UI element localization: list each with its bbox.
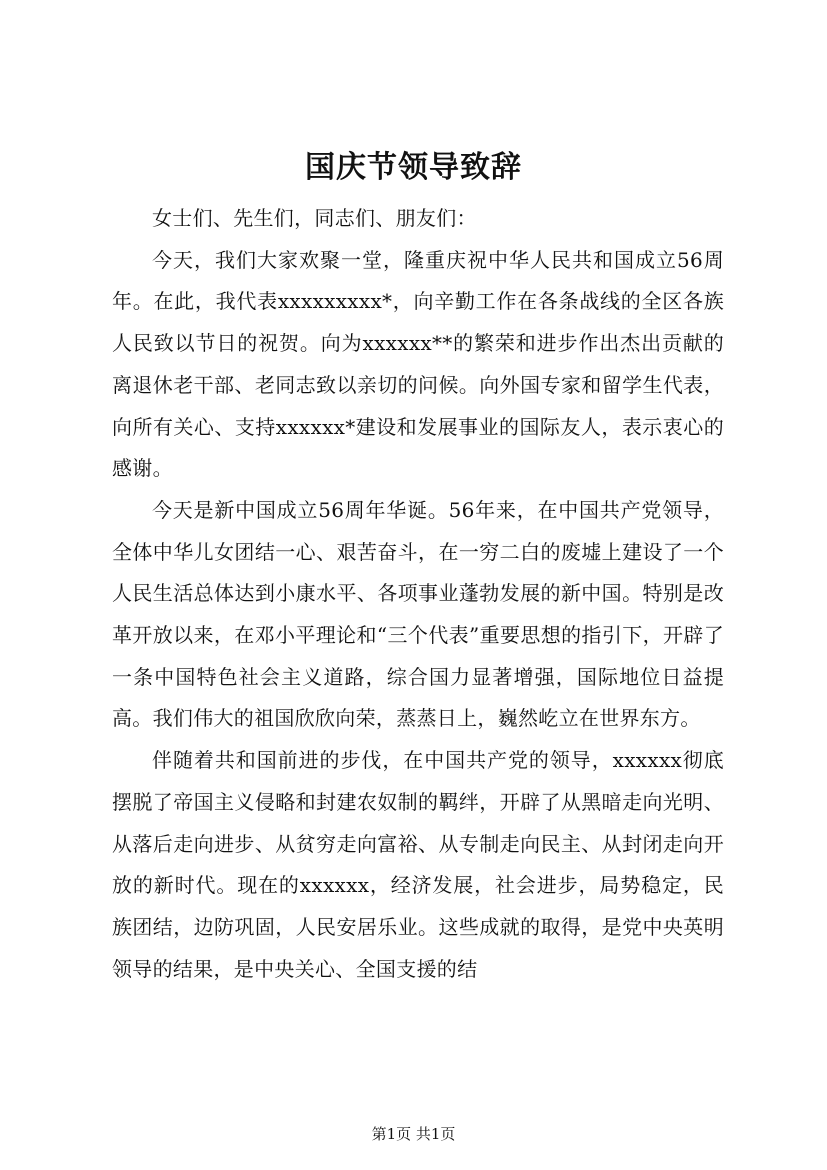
document-title: 国庆节领导致辞: [305, 150, 522, 185]
body-paragraph: 伴随着共和国前进的步伐，在中国共产党的领导，xxxxxx彻底摆脱了帝国主义侵略和封建农奴制的羁绊，开辟了从黑暗走向光明、从落后走向进步、从贫穷走向富裕、从专制走向民主、从封闭走向开放的新时代。现在的xxxxxx，经济发展，社会进步，局势稳定，民族团结，边防巩固，人民安居乐业。这些成就的取得，是党中央英明领导的结果，是中央关心、全国支援的结: [112, 748, 724, 981]
body-paragraph: 今天，我们大家欢聚一堂，隆重庆祝中华人民共和国成立56周年。在此，我代表xxxxxxxxx*，向辛勤工作在各条战线的全区各族人民致以节日的祝贺。向为xxxxxx**的繁荣和进步作出杰出贡献的离退休老干部、老同志致以亲切的问候。向外国专家和留学生代表，向所有关心、支持xxxxxx*建设和发展事业的国际友人，表示衷心的感谢。: [112, 247, 724, 481]
page-footer: 第1页 共1页: [371, 1125, 456, 1143]
document-body: [112, 198, 724, 990]
body-paragraph: 今天是新中国成立56周年华诞。56年来，在中国共产党领导，全体中华儿女团结一心、艰苦奋斗，在一穷二白的废墟上建设了一个人民生活总体达到小康水平、各项事业蓬勃发展的新中国。特别是改革开放以来，在邓小平理论和“三个代表”重要思想的指引下，开辟了一条中国特色社会主义道路，综合国力显著增强，国际地位日益提高。我们伟大的祖国欣欣向荣，蒸蒸日上，巍然屹立在世界东方。: [112, 497, 724, 731]
salutation-paragraph: 女士们、先生们，同志们、朋友们：: [152, 206, 477, 230]
